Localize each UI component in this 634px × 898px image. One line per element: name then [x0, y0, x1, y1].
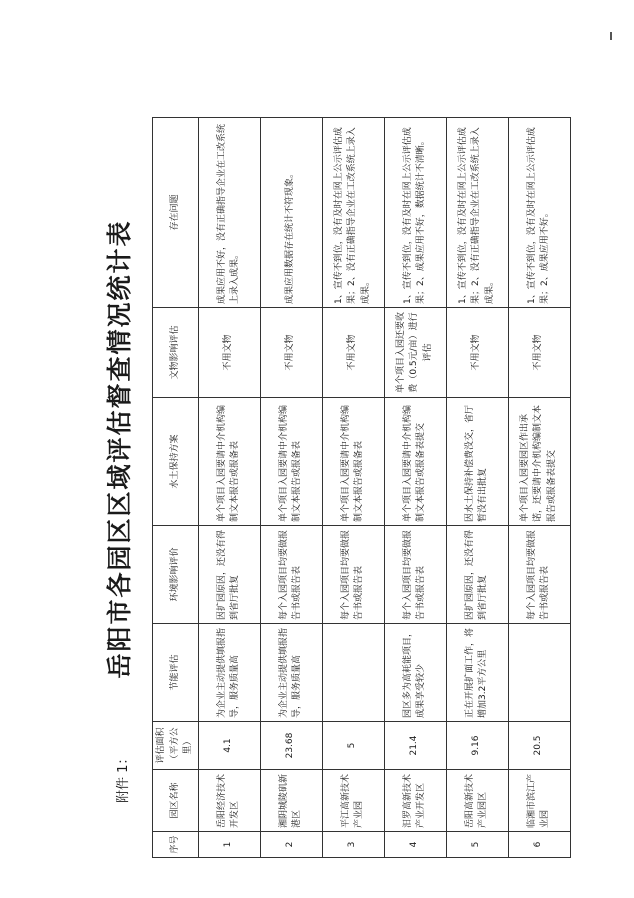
cell-water: 因水土保持补偿费没交，省厅暂没有出批复 [446, 398, 508, 526]
cell-name: 临湘市滨江产业园 [508, 770, 570, 832]
cell-name: 平江高新技术产业园 [322, 770, 384, 832]
cell-env: 每个入园项目均要做报告书或报告表 [260, 526, 322, 624]
cell-name: 岳阳高新技术产业园区 [446, 770, 508, 832]
annex-label: 附件 1： [116, 751, 131, 803]
cell-no: 6 [508, 832, 570, 858]
cell-issues: 1、宣传不到位，没有及时在网上公示评估成果；2、没有正确指导企业在工改系统上录入成果。 [322, 118, 384, 308]
cell-no: 3 [322, 832, 384, 858]
cell-energy: 为企业主动提供填报指导，服务质量高 [260, 624, 322, 722]
table-row [198, 118, 260, 858]
cell-issues: 1、宣传不到位，没有及时在网上公示评估成果；2、成果应用不好。 [508, 118, 570, 308]
cell-energy: 正在开展扩面工作，将增加3.2平方公里 [446, 624, 508, 722]
header-issues: 存在问题 [153, 118, 199, 308]
cell-no: 5 [446, 832, 508, 858]
cell-env: 每个入园项目均要做报告书或报告表 [322, 526, 384, 624]
cell-energy [508, 624, 570, 722]
table-row [508, 118, 570, 858]
cell-issues: 成果应用数据存在统计不符现象。 [260, 118, 322, 308]
cell-area: 5 [322, 722, 384, 770]
cell-area: 4.1 [198, 722, 260, 770]
cell-env: 每个入园项目均要做报告书或报告表 [508, 526, 570, 624]
cell-env: 因扩园原因，还没有得到省厅批复 [446, 526, 508, 624]
cell-name: 湘阴城陵矶新港区 [260, 770, 322, 832]
table-row [446, 118, 508, 858]
cell-water: 单个项目入园要园区作出承诺，还要请中介机构编制文本报告或报备表提交 [508, 398, 570, 526]
cell-heritage: 不用文物 [322, 308, 384, 398]
header-water: 水土保持方案 [153, 398, 199, 526]
cell-heritage: 不用文物 [446, 308, 508, 398]
cell-water: 单个项目入园要请中介机构编制文本报告或报备表提交 [384, 398, 446, 526]
header-no: 序号 [153, 832, 199, 858]
header-env: 环境影响评价 [153, 526, 199, 624]
cell-heritage: 不用文物 [260, 308, 322, 398]
margin-mark [610, 32, 612, 40]
document-title: 岳阳市各园区区域评估督查情况统计表 [105, 219, 134, 679]
cell-area: 23.68 [260, 722, 322, 770]
table-header-row [153, 118, 199, 858]
table-row [260, 118, 322, 858]
cell-no: 4 [384, 832, 446, 858]
cell-area: 9.16 [446, 722, 508, 770]
table-row [322, 118, 384, 858]
cell-water: 单个项目入园要请中介机构编制文本报告或报备表 [322, 398, 384, 526]
cell-env: 每个入园项目均要做报告书或报告表 [384, 526, 446, 624]
cell-area: 21.4 [384, 722, 446, 770]
statistics-table [152, 117, 571, 858]
cell-heritage: 不用文物 [508, 308, 570, 398]
cell-issues: 成果应用不好，没有正确指导企业在工改系统上录入成果。 [198, 118, 260, 308]
cell-heritage: 单个项目入园还要收费（0.5元/亩）进行评估 [384, 308, 446, 398]
cell-water: 单个项目入园要请中介机构编制文本报告或报备表 [260, 398, 322, 526]
cell-issues: 1、宣传不到位，没有及时在网上公示评估成果；2、没有正确指导企业在工改系统上录入成果。 [446, 118, 508, 308]
cell-no: 1 [198, 832, 260, 858]
cell-no: 2 [260, 832, 322, 858]
cell-name: 汨罗高新技术产业开发区 [384, 770, 446, 832]
cell-area: 20.5 [508, 722, 570, 770]
cell-name: 岳阳经济技术开发区 [198, 770, 260, 832]
cell-water: 单个项目入园要请中介机构编制文本报告或报备表 [198, 398, 260, 526]
cell-issues: 1、宣传不到位，没有及时在网上公示评估成果；2、成果应用不好，数据统计不清晰。 [384, 118, 446, 308]
table-row [384, 118, 446, 858]
header-heritage: 文物影响评估 [153, 308, 199, 398]
cell-energy: 园区多为高耗能项目，成果享受较少 [384, 624, 446, 722]
header-name: 园区名称 [153, 770, 199, 832]
header-energy: 节能评估 [153, 624, 199, 722]
header-area: 评估面积（平方公里） [153, 722, 199, 770]
cell-heritage: 不用文物 [198, 308, 260, 398]
cell-env: 因扩园原因，还没有得到省厅批复 [198, 526, 260, 624]
cell-energy: 为企业主动提供填报指导，服务质量高 [198, 624, 260, 722]
cell-energy [322, 624, 384, 722]
